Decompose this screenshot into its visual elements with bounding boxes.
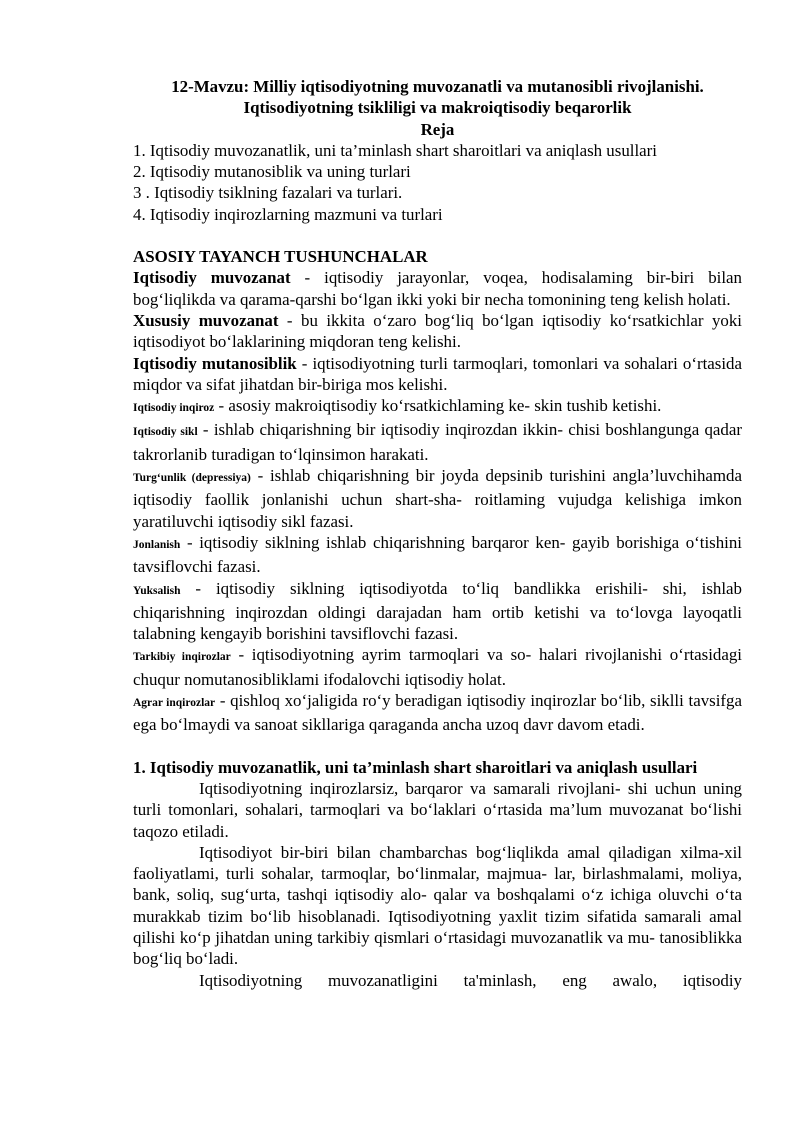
concept-definition bbox=[133, 267, 742, 310]
concept-text: - asosiy makroiqtisodiy ko‘rsatkichlaming ke- skin tushib ketishi. bbox=[214, 396, 662, 416]
concept-text: - iqtisodiyotning ayrim tarmoqlari va so- halari rivojlanishi o‘rtasidagi chuqur nomutanosibliklami ifodalovchi iqtisodiy holat. bbox=[133, 645, 742, 689]
concept-text: - iqtisodiy jarayonlar, voqea, hodisalaming bir-biri bilan bog‘liqlikda va qarama-qarshi bo‘lgan ikki yoki bir necha tomonining teng kelish holati. bbox=[133, 268, 742, 309]
body-paragraph: Iqtisodiyot bir-biri bilan chambarchas bog‘liqlikda amal qiladigan xilma-xil faoliyatlami, turli sohalar, tarmoqlar, bo‘linmalar, majmua- lar, birlashmalami, moliya, bank, soliq, sug‘urta, tashqi iqtisodiy alo- qalar va boshqalami o‘z ichiga oluvchi o‘ta murakkab tizim bo‘lib hisoblanadi. Iqtisodiyotning yaxlit tizim sifatida samarali amal qilishi ko‘p jihatdan uning tarkibiy qismlari o‘rtasidagi muvozanatlik va mu- tanosiblikka bog‘liq bo‘ladi. bbox=[133, 842, 742, 969]
document-title bbox=[133, 76, 742, 140]
concept-term: Xususiy muvozanat bbox=[133, 310, 279, 330]
concept-definition bbox=[133, 395, 742, 419]
concept-definition bbox=[133, 419, 742, 465]
body-paragraph: Iqtisodiyotning inqirozlarsiz, barqaror va samarali rivojlani- shi uchun uning turli tomonlari, sohalari, tarmoqlari va bo‘laklari o‘rtasida ma’lum muvozanat bo‘lishi taqozo etiladi. bbox=[133, 778, 742, 841]
concept-definition bbox=[133, 532, 742, 578]
concept-definition bbox=[133, 310, 742, 353]
concept-term: Iqtisodiy inqiroz bbox=[133, 402, 215, 415]
concept-term: Turg‘unlik (depressiya) bbox=[133, 472, 251, 485]
concept-term: Iqtisodiy mutanosiblik bbox=[133, 353, 297, 373]
plan-item-2: 2. Iqtisodiy mutanosiblik va uning turlari bbox=[133, 162, 411, 182]
concept-text: - iqtisodiy siklning iqtisodiyotda to‘liq bandlikka erishili- shi, ishlab chiqarishning inqirozdan oldingi darajadan ham ortib ketishi va to‘lovga layoqatli talabning kengayib borishini tavsiflovchi fazasi. bbox=[133, 578, 742, 644]
concept-term: Yuksalish bbox=[133, 584, 181, 597]
concept-term: Jonlanish bbox=[133, 538, 181, 551]
concept-term: Iqtisodiy muvozanat bbox=[133, 268, 291, 288]
concept-definition bbox=[133, 353, 742, 396]
concept-text: - ishlab chiqarishning bir joyda depsinib turishini angla’luvchihamda iqtisodiy faollik jonlanishi uchun shart-sha- roitlaming vujudga kelishiga imkon yaratiluvchi iqtisodiy sikl fazasi. bbox=[133, 466, 742, 531]
concept-text: - qishloq xo‘jaligida ro‘y beradigan iqtisodiy inqirozlar bo‘lib, siklli tavsifga ega bo‘lmaydi va sanoat sikllariga qaraganda ancha uzoq davr davom etadi. bbox=[133, 691, 742, 735]
body-paragraph: Iqtisodiyotning muvozanatligini ta'minlash, eng awalo, iqtisodiy bbox=[199, 970, 742, 990]
concept-text: - bu ikkita o‘zaro bog‘liq bo‘lgan iqtisodiy ko‘rsatkichlar yoki iqtisodiyot bo‘laklarining miqdoran teng kelishi. bbox=[133, 310, 742, 352]
concept-definition bbox=[133, 578, 742, 645]
concept-definition bbox=[133, 690, 742, 736]
concept-term: Tarkibiy inqirozlar bbox=[133, 651, 231, 664]
title-line-2: Iqtisodiyotning tsikliligi va makroiqtisodiy beqarorlik bbox=[243, 98, 632, 118]
concept-text: - iqtisodiy siklning ishlab chiqarishning barqaror ken- gayib borishiga o‘tishini tavsiflovchi fazasi. bbox=[133, 532, 742, 577]
concept-term: Agrar inqirozlar bbox=[133, 697, 216, 710]
plan-item-4: 4. Iqtisodiy inqirozlarning mazmuni va turlari bbox=[133, 204, 443, 224]
concept-text: - iqtisodiyotning turli tarmoqlari, tomonlari va sohalari o‘rtasida miqdor va sifat jihatdan bir-biriga mos kelishi. bbox=[133, 353, 742, 394]
concept-definition bbox=[133, 644, 742, 690]
section-1-heading: 1. Iqtisodiy muvozanatlik, uni ta’minlash shart sharoitlari va aniqlash usullari bbox=[133, 757, 698, 777]
concepts-heading: ASOSIY TAYANCH TUSHUNCHALAR bbox=[133, 247, 428, 267]
plan-list bbox=[133, 140, 742, 225]
concept-definition bbox=[133, 465, 742, 532]
title-line-1: 12-Mavzu: Milliy iqtisodiyotning muvozanatli va mutanosibli rivojlanishi. bbox=[171, 77, 704, 96]
concept-text: - ishlab chiqarishning bir iqtisodiy inqirozdan ikkin- chisi boshlangunga qadar takrorlanib turadigan to‘lqinsimon harakati. bbox=[133, 420, 742, 464]
concept-term: Iqtisodiy sikl bbox=[133, 426, 198, 439]
plan-item-1: 1. Iqtisodiy muvozanatlik, uni ta’minlash shart sharoitlari va aniqlash usullari bbox=[133, 140, 657, 160]
plan-item-3: 3 . Iqtisodiy tsiklning fazalari va turlari. bbox=[133, 183, 403, 203]
plan-heading: Reja bbox=[420, 119, 455, 139]
